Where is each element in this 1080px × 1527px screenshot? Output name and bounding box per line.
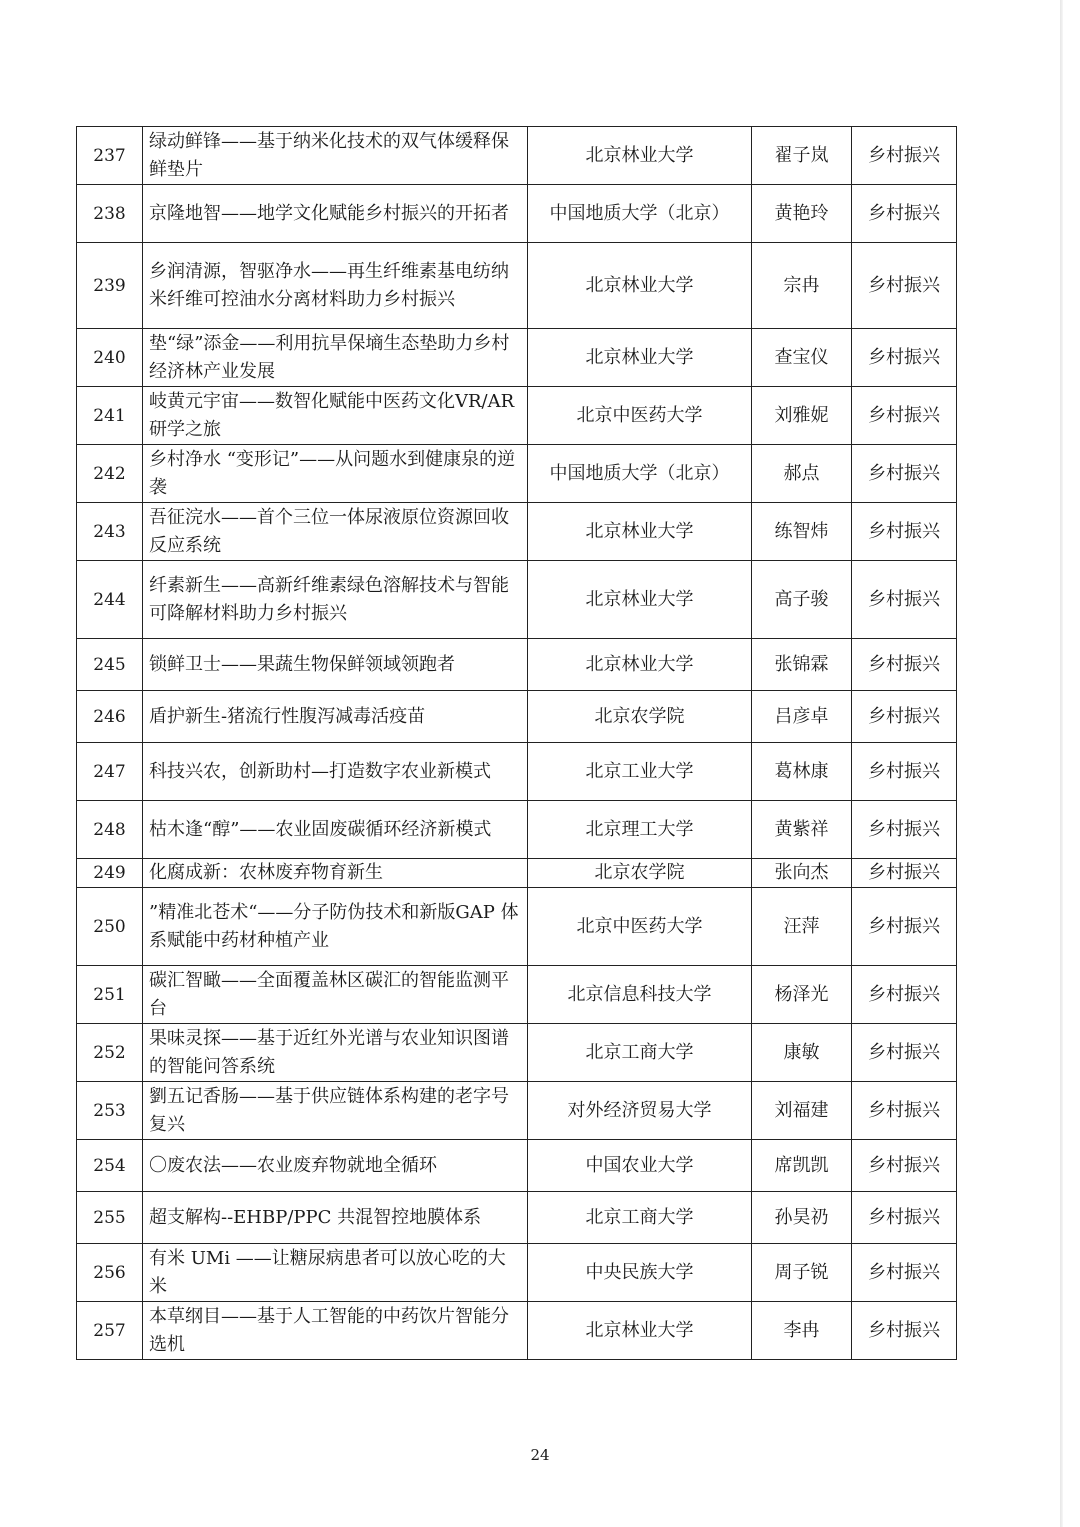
table-row (77, 743, 957, 801)
row-number: 242 (77, 445, 143, 503)
row-number: 241 (77, 387, 143, 445)
project-name: 岐黄元宇宙——数智化赋能中医药文化VR/AR 研学之旅 (143, 387, 528, 445)
leader-name: 黄紫祥 (752, 801, 852, 859)
school-name: 北京林业大学 (528, 1302, 752, 1360)
row-number: 238 (77, 185, 143, 243)
project-name: 乡润清源，智驱净水——再生纤维素基电纺纳米纤维可控油水分离材料助力乡村振兴 (143, 243, 528, 329)
table-row (77, 691, 957, 743)
leader-name: 张锦霖 (752, 639, 852, 691)
category-label: 乡村振兴 (852, 329, 957, 387)
row-number: 253 (77, 1082, 143, 1140)
row-number: 239 (77, 243, 143, 329)
school-name: 北京中医药大学 (528, 888, 752, 966)
category-label: 乡村振兴 (852, 387, 957, 445)
school-name: 北京林业大学 (528, 329, 752, 387)
row-number: 251 (77, 966, 143, 1024)
school-name: 北京林业大学 (528, 639, 752, 691)
category-label: 乡村振兴 (852, 888, 957, 966)
category-label: 乡村振兴 (852, 639, 957, 691)
school-name: 中国地质大学（北京） (528, 445, 752, 503)
project-name: 〇废农法——农业废弃物就地全循环 (143, 1140, 528, 1192)
scan-edge-line (1060, 0, 1063, 1527)
category-label: 乡村振兴 (852, 1302, 957, 1360)
leader-name: 刘雅妮 (752, 387, 852, 445)
row-number: 245 (77, 639, 143, 691)
leader-name: 杨泽光 (752, 966, 852, 1024)
school-name: 北京信息科技大学 (528, 966, 752, 1024)
table-row (77, 1140, 957, 1192)
leader-name: 孙昊礽 (752, 1192, 852, 1244)
project-name: 本草纲目——基于人工智能的中药饮片智能分选机 (143, 1302, 528, 1360)
project-name: 碳汇智瞰——全面覆盖林区碳汇的智能监测平台 (143, 966, 528, 1024)
project-name: 果味灵探——基于近红外光谱与农业知识图谱的智能问答系统 (143, 1024, 528, 1082)
leader-name: 康敏 (752, 1024, 852, 1082)
row-number: 257 (77, 1302, 143, 1360)
table-row (77, 561, 957, 639)
leader-name: 练智炜 (752, 503, 852, 561)
project-name: 科技兴农，创新助村—打造数字农业新模式 (143, 743, 528, 801)
row-number: 240 (77, 329, 143, 387)
table-row (77, 1024, 957, 1082)
table-row (77, 329, 957, 387)
category-label: 乡村振兴 (852, 561, 957, 639)
table-row (77, 387, 957, 445)
school-name: 对外经济贸易大学 (528, 1082, 752, 1140)
school-name: 北京工业大学 (528, 743, 752, 801)
project-name: 纤素新生——高新纤维素绿色溶解技术与智能可降解材料助力乡村振兴 (143, 561, 528, 639)
table-row (77, 445, 957, 503)
category-label: 乡村振兴 (852, 503, 957, 561)
table-row (77, 859, 957, 888)
school-name: 北京工商大学 (528, 1192, 752, 1244)
row-number: 243 (77, 503, 143, 561)
row-number: 247 (77, 743, 143, 801)
school-name: 中央民族大学 (528, 1244, 752, 1302)
row-number: 250 (77, 888, 143, 966)
page-number: 24 (530, 1446, 550, 1464)
leader-name: 宗冉 (752, 243, 852, 329)
table-row (77, 1082, 957, 1140)
leader-name: 刘福建 (752, 1082, 852, 1140)
project-name: 盾护新生-猪流行性腹泻减毒活疫苗 (143, 691, 528, 743)
project-name: 枯木逢“醇”——农业固废碳循环经济新模式 (143, 801, 528, 859)
table-row (77, 801, 957, 859)
leader-name: 吕彦卓 (752, 691, 852, 743)
category-label: 乡村振兴 (852, 801, 957, 859)
leader-name: 黄艳玲 (752, 185, 852, 243)
category-label: 乡村振兴 (852, 691, 957, 743)
school-name: 北京林业大学 (528, 503, 752, 561)
school-name: 北京林业大学 (528, 243, 752, 329)
project-name: 化腐成新：农林废弃物育新生 (143, 859, 528, 888)
row-number: 252 (77, 1024, 143, 1082)
row-number: 256 (77, 1244, 143, 1302)
school-name: 北京农学院 (528, 859, 752, 888)
leader-name: 张向杰 (752, 859, 852, 888)
leader-name: 高子骏 (752, 561, 852, 639)
school-name: 北京农学院 (528, 691, 752, 743)
table-row (77, 966, 957, 1024)
table-row (77, 185, 957, 243)
category-label: 乡村振兴 (852, 743, 957, 801)
category-label: 乡村振兴 (852, 127, 957, 185)
leader-name: 查宝仪 (752, 329, 852, 387)
row-number: 246 (77, 691, 143, 743)
leader-name: 李冉 (752, 1302, 852, 1360)
project-name: 劉五记香肠——基于供应链体系构建的老字号复兴 (143, 1082, 528, 1140)
row-number: 249 (77, 859, 143, 888)
leader-name: 周子锐 (752, 1244, 852, 1302)
leader-name: 郝点 (752, 445, 852, 503)
row-number: 255 (77, 1192, 143, 1244)
table-row (77, 639, 957, 691)
project-name: 京隆地智——地学文化赋能乡村振兴的开拓者 (143, 185, 528, 243)
category-label: 乡村振兴 (852, 1024, 957, 1082)
school-name: 北京林业大学 (528, 561, 752, 639)
category-label: 乡村振兴 (852, 445, 957, 503)
project-name: 锁鲜卫士——果蔬生物保鲜领域领跑者 (143, 639, 528, 691)
table-row (77, 503, 957, 561)
category-label: 乡村振兴 (852, 966, 957, 1024)
school-name: 中国农业大学 (528, 1140, 752, 1192)
category-label: 乡村振兴 (852, 1244, 957, 1302)
project-name: ”精准北苍术“——分子防伪技术和新版GAP 体系赋能中药材种植产业 (143, 888, 528, 966)
row-number: 244 (77, 561, 143, 639)
leader-name: 席凯凯 (752, 1140, 852, 1192)
table-row (77, 1244, 957, 1302)
row-number: 254 (77, 1140, 143, 1192)
school-name: 中国地质大学（北京） (528, 185, 752, 243)
project-name: 吾征浣水——首个三位一体尿液原位资源回收反应系统 (143, 503, 528, 561)
category-label: 乡村振兴 (852, 1192, 957, 1244)
leader-name: 翟子岚 (752, 127, 852, 185)
project-name: 超支解构--EHBP/PPC 共混智控地膜体系 (143, 1192, 528, 1244)
school-name: 北京中医药大学 (528, 387, 752, 445)
table-body (77, 127, 957, 1360)
project-list-table (76, 126, 957, 1360)
project-name: 乡村净水 “变形记”——从问题水到健康泉的逆袭 (143, 445, 528, 503)
leader-name: 葛林康 (752, 743, 852, 801)
table-row (77, 1192, 957, 1244)
school-name: 北京林业大学 (528, 127, 752, 185)
school-name: 北京理工大学 (528, 801, 752, 859)
school-name: 北京工商大学 (528, 1024, 752, 1082)
category-label: 乡村振兴 (852, 185, 957, 243)
leader-name: 汪萍 (752, 888, 852, 966)
category-label: 乡村振兴 (852, 1140, 957, 1192)
table-row (77, 243, 957, 329)
project-name: 绿动鲜锋——基于纳米化技术的双气体缓释保鲜垫片 (143, 127, 528, 185)
row-number: 237 (77, 127, 143, 185)
category-label: 乡村振兴 (852, 1082, 957, 1140)
table-row (77, 127, 957, 185)
category-label: 乡村振兴 (852, 243, 957, 329)
category-label: 乡村振兴 (852, 859, 957, 888)
row-number: 248 (77, 801, 143, 859)
table-row (77, 1302, 957, 1360)
project-name: 有米 UMi ——让糖尿病患者可以放心吃的大米 (143, 1244, 528, 1302)
project-name: 垫“绿”添金——利用抗旱保墒生态垫助力乡村经济林产业发展 (143, 329, 528, 387)
table-row (77, 888, 957, 966)
